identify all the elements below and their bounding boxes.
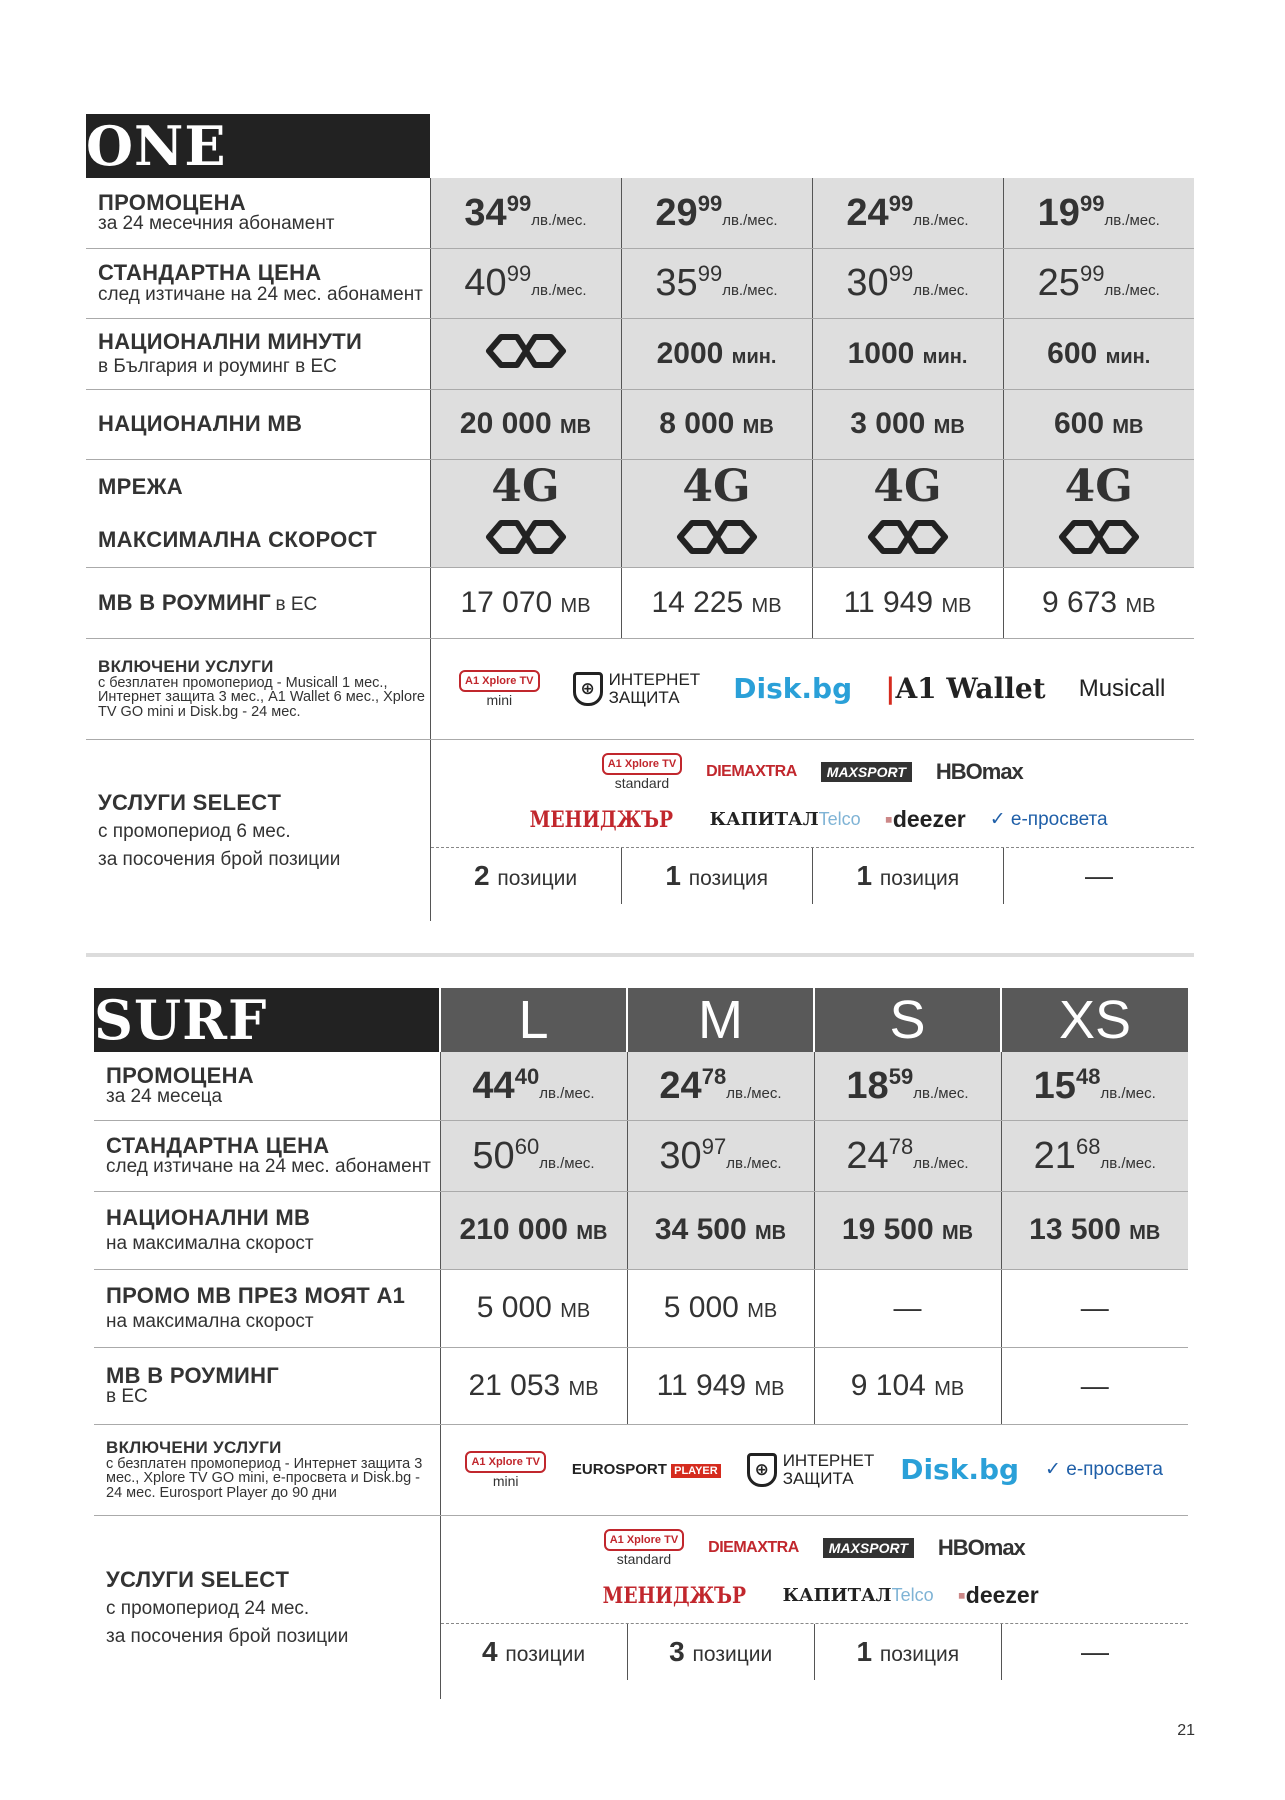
- one-roam-1: 17 070 MB: [460, 585, 591, 619]
- infinity-icon: [1054, 517, 1144, 557]
- one-promo-title: ПРОМОЦЕНА: [98, 190, 246, 216]
- surf-promomb-3: —: [893, 1292, 922, 1323]
- surf-promomb-1: 5 000 MB: [476, 1291, 591, 1324]
- surf-roam-sub: в ЕС: [106, 1386, 148, 1408]
- one-included-row: [86, 638, 1194, 739]
- surf-std-price-2: $30^{97}лв$./мес.: [659, 1133, 782, 1177]
- surf-roam-2: 11 949 MB: [656, 1368, 785, 1402]
- infinity-icon: [481, 517, 571, 557]
- kapital-telco-logo: КАПИТАЛTelco: [709, 809, 861, 830]
- surf-included-sub: с безплатен промопериод - Интернет защита 3 мес., Xplore TV GO mini, е-просвета и Disk.bg - 24 мес. Eurosport Player до 90 дни: [106, 1455, 423, 1501]
- one-mb-3: 3 000 MB: [850, 407, 965, 440]
- one-roam-title: MB В РОУМИНГ: [98, 589, 272, 615]
- one-select-pos-1: 2 позиции: [474, 859, 578, 891]
- one-net-2: 4G: [682, 460, 751, 512]
- deezer-logo: ▪deezer: [884, 806, 966, 832]
- surf-select-title: УСЛУГИ SELECT: [106, 1566, 290, 1592]
- disk-bg-logo: Disk.bg: [900, 1453, 1020, 1486]
- e-prosveta-logo: ✓ е-просвета: [1045, 1459, 1163, 1480]
- surf-tier-s: S: [814, 988, 1001, 1052]
- surf-select-sub1: с промопериод 24 мес.: [106, 1597, 310, 1619]
- one-minutes-2: 2000 мин.: [656, 336, 777, 370]
- infinity-icon: [672, 517, 762, 557]
- one-promo-sub: за 24 месечния абонамент: [98, 213, 335, 235]
- surf-included-logos: [441, 1451, 1189, 1489]
- one-select-sub2: за посочения брой позиции: [98, 848, 341, 870]
- surf-tier-xs: XS: [1001, 988, 1188, 1052]
- deezer-logo: ▪deezer: [957, 1582, 1039, 1608]
- surf-roam-row: [94, 1347, 1188, 1424]
- surf-roam-3: 9 104 MB: [850, 1368, 965, 1402]
- one-select-title: УСЛУГИ SELECT: [98, 789, 282, 815]
- one-net-4: 4G: [1064, 460, 1133, 512]
- page-number: 21: [1177, 1722, 1195, 1739]
- surf-included-row: [94, 1424, 1188, 1515]
- one-promo-price-1: $34^{99}лв$./мес.: [464, 190, 587, 234]
- surf-roam-4: —: [1080, 1369, 1109, 1401]
- equalizer-icon: ▪: [884, 806, 893, 832]
- one-roam-2: 14 225 MB: [651, 585, 782, 619]
- one-mb-2: 8 000 MB: [659, 407, 774, 440]
- swoosh-icon: ✓: [1045, 1459, 1067, 1480]
- surf-promomb-sub: на максимална скорост: [106, 1310, 314, 1332]
- musicall-logo: Musicall: [1078, 674, 1166, 702]
- surf-mb-row: [94, 1191, 1188, 1269]
- one-std-price-4: $25^{99}лв$./мес.: [1037, 261, 1160, 304]
- surf-promo-price-1: $44^{40}лв$./мес.: [472, 1063, 595, 1107]
- one-select-sub1: с промопериод 6 мес.: [98, 820, 291, 842]
- one-select-logos: [431, 740, 1195, 848]
- hbo-max-logo: HBOmax: [935, 759, 1023, 784]
- one-promo-price-4: $19^{99}лв$./мес.: [1037, 190, 1160, 234]
- surf-select-sub2: за посочения брой позиции: [106, 1625, 349, 1647]
- surf-table: [94, 988, 1188, 1699]
- one-roam-row: [86, 567, 1194, 638]
- menidzhar-logo: МЕНИДЖЪР: [529, 806, 673, 833]
- one-included-title: ВКЛЮЧЕНИ УСЛУГИ: [98, 656, 274, 676]
- surf-promo-price-3: $18^{59}лв$./мес.: [846, 1063, 969, 1107]
- disk-bg-logo: Disk.bg: [733, 672, 853, 705]
- surf-tier-m: M: [627, 988, 814, 1052]
- a1-wallet-logo: |A1 Wallet: [885, 672, 1046, 705]
- one-roam-3: 11 949 MB: [843, 585, 972, 619]
- eurosport-player-logo: EUROSPORT PLAYER: [572, 1461, 721, 1478]
- xplore-tv-standard-logo: A1 Xplore TV standard: [602, 753, 682, 791]
- surf-select-pos-2: 3 позиции: [669, 1635, 773, 1667]
- surf-select-pos-4: —: [1080, 1635, 1109, 1667]
- one-roam-sub: в ЕС: [275, 593, 318, 615]
- one-promo-price-2: $29^{99}лв$./мес.: [655, 190, 778, 234]
- shield-icon: ⊕: [747, 1453, 777, 1487]
- e-prosveta-logo: ✓ е-просвета: [989, 809, 1108, 830]
- one-std-price-3: $30^{99}лв$./мес.: [846, 261, 969, 304]
- one-minutes-4: 600 мин.: [1047, 336, 1151, 370]
- surf-promo-sub: за 24 месеца: [106, 1086, 223, 1108]
- surf-std-price-3: $24^{78}лв$./мес.: [846, 1133, 969, 1177]
- equalizer-icon: ▪: [957, 1582, 966, 1608]
- max-sport-logo: MAXSPORT: [821, 762, 912, 782]
- one-select-pos-2: 1 позиция: [665, 859, 769, 891]
- surf-roam-1: 21 053 MB: [468, 1368, 599, 1402]
- surf-roam-title: MB В РОУМИНГ: [106, 1362, 280, 1388]
- one-roam-4: 9 673 MB: [1042, 585, 1156, 619]
- one-std-sub: след изтичане на 24 мес. абонамент: [98, 283, 423, 305]
- kapital-telco-logo: КАПИТАЛTelco: [782, 1585, 934, 1606]
- surf-mb-1: 210 000 MB: [459, 1213, 608, 1246]
- surf-promo-price-4: $15^{48}лв$./мес.: [1033, 1063, 1156, 1107]
- max-sport-logo: MAXSPORT: [823, 1538, 914, 1558]
- surf-select-pos-3: 1 позиция: [856, 1635, 960, 1667]
- one-select-pos-3: 1 позиция: [856, 859, 960, 891]
- one-brand: ONE: [86, 114, 430, 178]
- surf-tier-l: L: [440, 988, 627, 1052]
- one-included-logos: [431, 670, 1195, 708]
- surf-select-positions: [441, 1624, 1189, 1680]
- section-divider: [86, 953, 1194, 957]
- one-mb-row: [86, 389, 1194, 459]
- surf-std-row: [94, 1120, 1188, 1191]
- one-net-1: 4G: [491, 460, 560, 512]
- diema-xtra-logo: DIEMAXTRA: [706, 763, 797, 780]
- surf-std-sub: след изтичане на 24 мес. абонамент: [106, 1156, 431, 1178]
- swoosh-icon: ✓: [989, 809, 1011, 830]
- one-std-row: [86, 248, 1194, 318]
- surf-promomb-title: ПРОМО MB ПРЕЗ МОЯТ А1: [106, 1283, 406, 1309]
- diema-xtra-logo: DIEMAXTRA: [708, 1539, 799, 1556]
- one-std-title: СТАНДАРТНА ЦЕНА: [98, 260, 322, 286]
- one-std-price-1: $40^{99}лв$./мес.: [464, 261, 587, 304]
- surf-mb-2: 34 500 MB: [654, 1213, 787, 1246]
- surf-promo-price-2: $24^{78}лв$./мес.: [659, 1063, 782, 1107]
- one-net-title: МРЕЖА: [98, 473, 183, 499]
- shield-icon: ⊕: [573, 672, 603, 706]
- surf-promo-row: [94, 1052, 1188, 1120]
- one-minutes-sub: в България и роуминг в ЕС: [98, 356, 337, 378]
- one-included-sub: с безплатен промопериод - Musicall 1 мес., Интернет защита 3 мес., A1 Wallet 6 мес., Xplore TV GO mini и Disk.bg - 24 мес.: [98, 674, 425, 720]
- surf-included-title: ВКЛЮЧЕНИ УСЛУГИ: [106, 1437, 282, 1457]
- one-speed-title: МАКСИМАЛНА СКОРОСТ: [98, 527, 377, 553]
- surf-promomb-2: 5 000 MB: [663, 1291, 778, 1324]
- surf-std-price-1: $50^{60}лв$./мес.: [472, 1133, 595, 1177]
- infinity-icon: [481, 331, 571, 371]
- one-minutes-3: 1000 мин.: [847, 336, 968, 370]
- surf-mb-3: 19 500 MB: [841, 1213, 974, 1246]
- one-mb-1: 20 000 MB: [459, 407, 592, 440]
- internet-protection-logo: ⊕ ИНТЕРНЕТ ЗАЩИТА: [747, 1452, 875, 1488]
- menidzhar-logo: МЕНИДЖЪР: [602, 1582, 746, 1609]
- surf-std-title: СТАНДАРТНА ЦЕНА: [106, 1132, 330, 1158]
- surf-mb-sub: на максимална скорост: [106, 1232, 314, 1254]
- surf-select-row: [94, 1515, 1188, 1699]
- infinity-icon: [863, 517, 953, 557]
- xplore-tv-standard-logo: A1 Xplore TV standard: [604, 1529, 684, 1567]
- one-minutes-title: НАЦИОНАЛНИ МИНУТИ: [98, 328, 363, 354]
- one-minutes-row: [86, 318, 1194, 389]
- one-select-positions: [431, 848, 1195, 904]
- one-net-3: 4G: [873, 460, 942, 512]
- surf-select-logos: [441, 1516, 1189, 1624]
- surf-promo-title: ПРОМОЦЕНА: [106, 1063, 254, 1089]
- one-select-row: [86, 739, 1194, 921]
- xplore-tv-logo: A1 Xplore TV mini: [465, 1451, 545, 1489]
- one-net-row: [86, 459, 1194, 513]
- hbo-max-logo: HBOmax: [937, 1535, 1025, 1560]
- surf-select-pos-1: 4 позиции: [482, 1635, 586, 1667]
- xplore-tv-logo: A1 Xplore TV mini: [459, 670, 539, 708]
- one-mb-title: НАЦИОНАЛНИ MB: [98, 411, 303, 437]
- one-mb-4: 600 MB: [1053, 407, 1144, 440]
- one-select-pos-4: —: [1084, 859, 1113, 891]
- one-promo-row: [86, 178, 1194, 248]
- one-promo-price-3: $24^{99}лв$./мес.: [846, 190, 969, 234]
- surf-mb-4: 13 500 MB: [1029, 1213, 1161, 1246]
- surf-brand: SURF: [94, 988, 440, 1052]
- surf-std-price-4: $21^{68}лв$./мес.: [1033, 1133, 1156, 1177]
- surf-promomb-row: [94, 1269, 1188, 1347]
- one-speed-row: [86, 513, 1194, 567]
- one-std-price-2: $35^{99}лв$./мес.: [655, 261, 778, 304]
- surf-mb-title: НАЦИОНАЛНИ MB: [106, 1205, 311, 1231]
- one-table: [86, 114, 1194, 921]
- internet-protection-logo: ⊕ ИНТЕРНЕТ ЗАЩИТА: [573, 671, 701, 707]
- surf-promomb-4: —: [1080, 1292, 1109, 1323]
